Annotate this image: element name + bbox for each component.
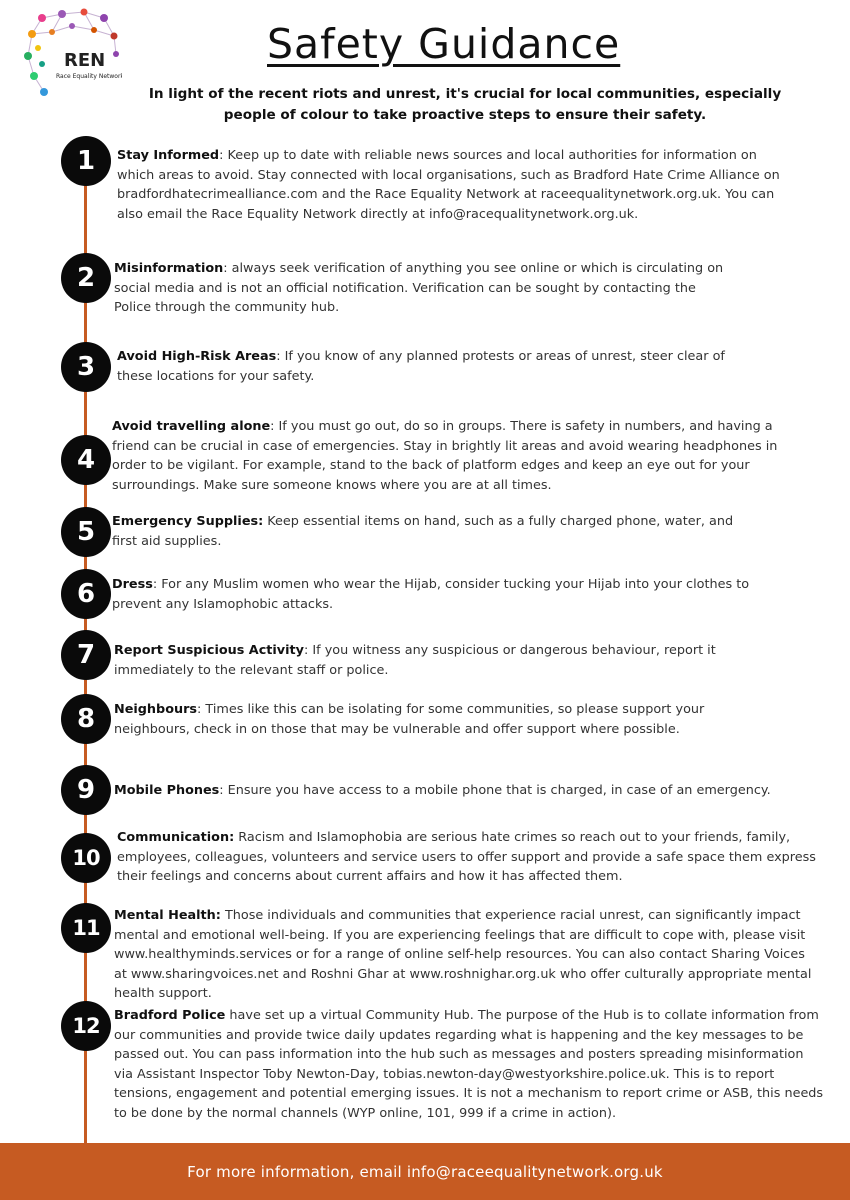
item-text: : If you witness any suspicious or dangerous behaviour, report it immediately to the relevant staff or police. (114, 643, 716, 678)
item-heading: Emergency Supplies: (112, 514, 264, 529)
item-heading: Avoid High-Risk Areas (117, 349, 277, 364)
footer-contact-text: For more information, email info@raceequalitynetwork.org.uk (187, 1162, 663, 1181)
number-badge-4: 4 (61, 435, 111, 485)
ren-logo (22, 8, 122, 100)
number-badge-6: 6 (61, 569, 111, 619)
guidance-item-7 (114, 641, 744, 680)
item-heading: Misinformation (114, 261, 224, 276)
item-text: : Ensure you have access to a mobile phone that is charged, in case of an emergency. (219, 783, 771, 798)
item-heading: Bradford Police (114, 1008, 226, 1023)
item-heading: Mobile Phones (114, 783, 220, 798)
guidance-item-6 (112, 575, 802, 614)
footer-bar (0, 1143, 850, 1200)
item-text: : always seek verification of anything you see online or which is circulating on social media and is not an official notification. Verification can be sought by contacting the Police through the community hub. (114, 261, 724, 315)
item-heading: Mental Health: (114, 908, 221, 923)
logo-text: REN (64, 50, 106, 71)
number-badge-10: 10 (61, 833, 111, 883)
guidance-item-2 (114, 259, 734, 318)
item-text: : If you know of any planned protests or areas of unrest, steer clear of these locations for your safety. (117, 349, 725, 384)
item-heading: Dress (112, 577, 153, 592)
number-badge-5: 5 (61, 507, 111, 557)
number-badge-1: 1 (61, 136, 111, 186)
guidance-item-1 (117, 146, 787, 224)
guidance-item-12 (114, 1006, 824, 1123)
item-text: : Times like this can be isolating for some communities, so please support your neighbours, check in on those that may be vulnerable and offer support where possible. (114, 702, 705, 737)
guidance-item-4 (112, 417, 802, 495)
item-text: : Keep up to date with reliable news sources and local authorities for information on which areas to avoid. Stay connected with local organisations, such as Bradford Hate Crime Alliance on bradfordhatecrimealliance.com and the Race Equality Network at raceequalitynetwork.org.uk. You can also email the Race Equality Network directly at info@racequalitynetwork.org.uk. (117, 148, 780, 222)
item-text: Those individuals and communities that experience racial unrest, can significantly impact mental and emotional well-being. If you are experiencing feelings that are difficult to cope with, please visit www.healthyminds.services or for a range of online self-help resources. You can also contact Sharing Voices at www.sharingvoices.net and Roshni Ghar at www.roshnighar.org.uk who offer culturally appropriate mental health support. (114, 908, 812, 1001)
page-title: Safety Guidance (267, 20, 621, 68)
item-text: : For any Muslim women who wear the Hijab, consider tucking your Hijab into your clothes to prevent any Islamophobic attacks. (112, 577, 750, 612)
guidance-item-9 (114, 781, 814, 801)
number-badge-11: 11 (61, 903, 111, 953)
item-heading: Neighbours (114, 702, 198, 717)
number-badge-3: 3 (61, 342, 111, 392)
guidance-item-10 (117, 828, 817, 887)
guidance-item-3 (117, 347, 727, 386)
item-heading: Avoid travelling alone (112, 419, 271, 434)
item-text: Racism and Islamophobia are serious hate crimes so reach out to your friends, family, employees, colleagues, volunteers and service users to offer support and provide a safe space them express their feelings and concerns about current affairs and how it has affected them. (117, 830, 816, 884)
logo-subtitle: Race Equality Network (56, 73, 122, 80)
intro-text: In light of the recent riots and unrest, it's crucial for local communities, especially people of colour to take proactive steps to ensure their safety. (148, 86, 782, 123)
number-badge-2: 2 (61, 253, 111, 303)
guidance-item-8 (114, 700, 724, 739)
number-badge-12: 12 (61, 1001, 111, 1051)
number-badge-7: 7 (61, 630, 111, 680)
guidance-item-5 (112, 512, 752, 551)
item-heading: Report Suspicious Activity (114, 643, 304, 658)
item-text: Keep essential items on hand, such as a fully charged phone, water, and first aid supplies. (112, 514, 734, 549)
number-badge-9: 9 (61, 765, 111, 815)
guidance-item-11 (114, 906, 814, 1004)
item-heading: Stay Informed (117, 148, 220, 163)
item-text: : If you must go out, do so in groups. There is safety in numbers, and having a friend can be crucial in case of emergencies. Stay in brightly lit areas and avoid wearing headphones in order to be vigilant. For example, stand to the back of platform edges and keep an eye out for your surroundings. Make sure someone knows where you are at all times. (112, 419, 778, 493)
item-text: have set up a virtual Community Hub. The purpose of the Hub is to collate information from our communities and provide twice daily updates regarding what is happening and the key messages to be passed out. You can pass information into the hub such as messages and posters spreading misinformation via Assistant Inspector Toby Newton-Day, tobias.newton-day@westyorkshire.police.uk. This is to report tensions, engagement and potential emerging issues. It is not a mechanism to report crime or ASB, this needs to be done by the normal channels (WYP online, 101, 999 if a crime in action). (114, 1008, 824, 1121)
item-heading: Communication: (117, 830, 235, 845)
number-badge-8: 8 (61, 694, 111, 744)
